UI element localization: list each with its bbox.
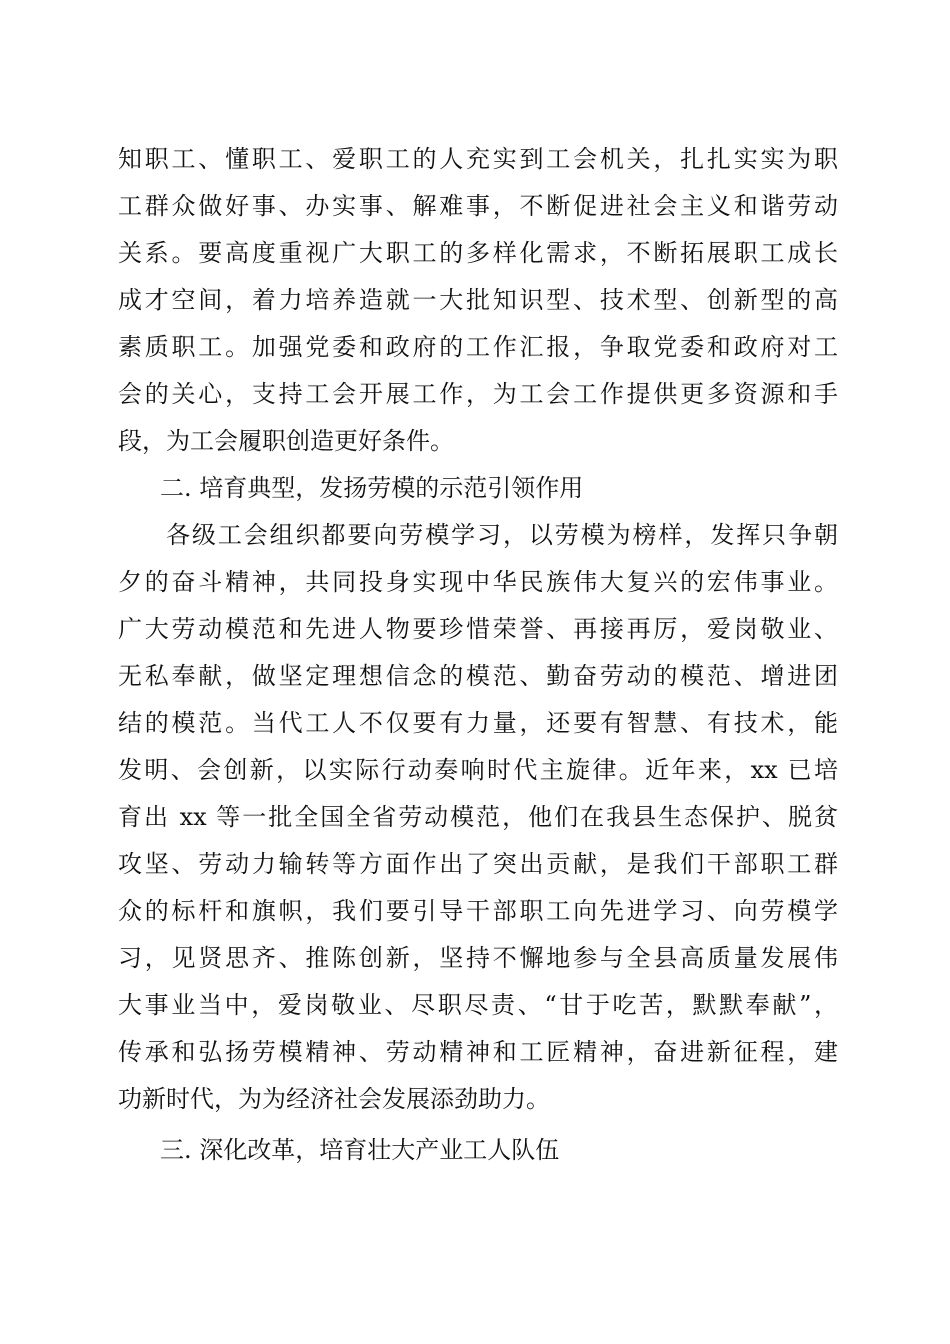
paragraph-2-line-7: 育出 xx 等一批全国全省劳动模范，他们在我县生态保护、脱贫 <box>118 803 838 831</box>
paragraph-1-line-6: 会的关心，支持工会开展工作，为工会工作提供更多资源和手 <box>118 380 838 408</box>
paragraph-2-line-10: 习，见贤思齐、推陈创新，坚持不懈地参与全县高质量发展伟 <box>118 944 838 972</box>
paragraph-1-line-2: 工群众做好事、办实事、解难事，不断促进社会主义和谐劳动 <box>118 192 838 220</box>
paragraph-2-line-4: 无私奉献，做坚定理想信念的模范、勤奋劳动的模范、增进团 <box>118 662 838 690</box>
paragraph-1-line-1: 知职工、懂职工、爱职工的人充实到工会机关，扎扎实实为职 <box>118 145 838 173</box>
paragraph-2-line-5: 结的模范。当代工人不仅要有力量，还要有智慧、有技术，能 <box>118 709 838 737</box>
paragraph-2-line-12: 传承和弘扬劳模精神、劳动精神和工匠精神，奋进新征程，建 <box>118 1038 838 1066</box>
paragraph-2-line-8: 攻坚、劳动力输转等方面作出了突出贡献，是我们干部职工群 <box>118 850 838 878</box>
paragraph-2-line-3: 广大劳动模范和先进人物要珍惜荣誉、再接再厉，爱岗敬业、 <box>118 615 838 643</box>
paragraph-2-line-6: 发明、会创新，以实际行动奏响时代主旋律。近年来，xx 已培 <box>118 756 838 784</box>
paragraph-2-line-13: 功新时代，为为经济社会发展添劲助力。 <box>118 1085 550 1113</box>
section-heading-3: 三. 深化改革，培育壮大产业工人队伍 <box>160 1136 560 1164</box>
paragraph-2-line-2: 夕的奋斗精神，共同投身实现中华民族伟大复兴的宏伟事业。 <box>118 568 838 596</box>
paragraph-1-line-5: 素质职工。加强党委和政府的工作汇报，争取党委和政府对工 <box>118 333 838 361</box>
paragraph-1-line-4: 成才空间，着力培养造就一大批知识型、技术型、创新型的高 <box>118 286 838 314</box>
paragraph-1-line-3: 关系。要高度重视广大职工的多样化需求，不断拓展职工成长 <box>118 239 838 267</box>
paragraph-2-line-1: 各级工会组织都要向劳模学习，以劳模为榜样，发挥只争朝 <box>166 521 838 549</box>
paragraph-2-line-11: 大事业当中，爱岗敬业、尽职尽责、“甘于吃苦，默默奉献”， <box>118 991 838 1019</box>
paragraph-1-line-7: 段，为工会履职创造更好条件。 <box>118 427 454 455</box>
section-heading-2: 二. 培育典型，发扬劳模的示范引领作用 <box>160 474 584 502</box>
paragraph-2-line-9: 众的标杆和旗帜，我们要引导干部职工向先进学习、向劳模学 <box>118 897 838 925</box>
